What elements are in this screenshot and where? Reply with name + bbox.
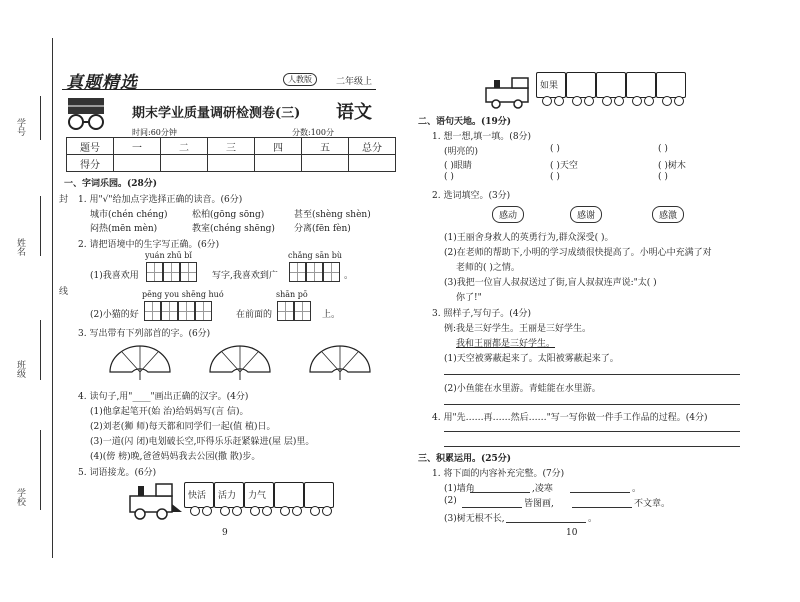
answer-line[interactable] <box>444 404 740 405</box>
class-blank[interactable] <box>40 320 41 380</box>
answer-line[interactable] <box>444 431 740 432</box>
wheel <box>232 506 242 516</box>
wheel <box>202 506 212 516</box>
train-car[interactable] <box>656 72 686 98</box>
score-row-label: 得分 <box>67 155 114 172</box>
r-s3-text: (2) <box>444 496 457 506</box>
r-q3-item: (2)小鱼能在水里游。青蛙能在水里游。 <box>444 384 601 394</box>
section-2-title: 二、语句天地。(19分) <box>418 117 512 127</box>
r-q1-title: 1. 想一想,填一填。(8分) <box>432 132 532 142</box>
score-cell: 总分 <box>349 138 396 155</box>
train-car[interactable] <box>626 72 656 98</box>
score-input-cell[interactable] <box>114 155 161 172</box>
r-q3-title: 3. 照样子,写句子。(4分) <box>432 309 532 319</box>
r-s3-text: 。 <box>632 484 642 494</box>
wheel <box>292 506 302 516</box>
student-id-blank[interactable] <box>40 96 41 140</box>
r-s3-q1-title: 1. 将下面的内容补充完整。(7分) <box>432 469 565 479</box>
answer-line[interactable] <box>506 522 586 523</box>
r-s3-text: 皆图画, <box>524 499 554 509</box>
score-cell: 题号 <box>67 138 114 155</box>
page-number-right: 10 <box>566 528 578 538</box>
handwriting-box[interactable] <box>323 262 340 282</box>
r-q3-example-answer: 我和王丽都是三好学生。 <box>456 339 556 349</box>
score-cell: 五 <box>302 138 349 155</box>
r-q2-title: 2. 选词填空。(3分) <box>432 191 511 201</box>
wheel <box>644 96 654 106</box>
q2-text: (2)小猫的好 <box>90 310 139 320</box>
name-label: 姓名 <box>15 238 25 256</box>
train-car[interactable] <box>274 482 304 508</box>
train-car[interactable] <box>304 482 334 508</box>
q2-text: 写字,我喜欢到广 <box>212 271 278 281</box>
name-blank[interactable] <box>40 196 41 256</box>
chain-word: 力气 <box>248 491 267 501</box>
exam-title: 期末学业质量调研检测卷(三) <box>132 106 301 121</box>
school-label: 学校 <box>15 488 25 506</box>
fill-cell[interactable]: ( )天空 <box>550 161 578 171</box>
train-engine-icon-top <box>482 74 542 110</box>
handwriting-box[interactable] <box>277 301 294 321</box>
wheel <box>280 506 290 516</box>
q1-item[interactable]: 城市(chén chéng) <box>90 210 168 220</box>
r-s3-text: ,凌寒 <box>532 484 553 494</box>
handwriting-box[interactable] <box>195 301 212 321</box>
seal-char-1: 封 <box>57 194 67 203</box>
handwriting-box[interactable] <box>144 301 161 321</box>
section-1-title: 一、字词乐园。(28分) <box>64 179 158 189</box>
handwriting-box[interactable] <box>146 262 163 282</box>
word-choice: 感激 <box>652 206 684 223</box>
score-cell: 四 <box>255 138 302 155</box>
q4-item[interactable]: (2)刘老(狮 师)每天都和同学们一起(值 植)日。 <box>90 422 276 432</box>
student-id-label: 学号 <box>15 118 25 136</box>
score-input-cell[interactable] <box>255 155 302 172</box>
q2-text: 上。 <box>322 310 341 320</box>
r-q2-item: 你了!" <box>456 293 482 303</box>
fan-icon <box>110 346 170 380</box>
wheel <box>262 506 272 516</box>
r-s3-text: (1)墙角 <box>444 484 475 494</box>
wheel <box>250 506 260 516</box>
seal-char-2: 线 <box>57 286 67 295</box>
r-q2-item[interactable]: 老师的( )之情。 <box>456 263 520 273</box>
score-cell: 三 <box>208 138 255 155</box>
fill-cell[interactable]: ( ) <box>550 172 560 182</box>
page-number-left: 9 <box>222 528 228 538</box>
score-table <box>66 137 396 172</box>
word-choice: 感动 <box>492 206 524 223</box>
handwriting-box[interactable] <box>294 301 311 321</box>
wheel <box>674 96 684 106</box>
score-input-cell[interactable] <box>161 155 208 172</box>
wheel <box>614 96 624 106</box>
q2-text: (1)我喜欢用 <box>90 271 139 281</box>
q1-item[interactable]: 松柏(gōng sōng) <box>192 210 265 220</box>
score-cell: 一 <box>114 138 161 155</box>
score-cell: 二 <box>161 138 208 155</box>
wheel <box>602 96 612 106</box>
handwriting-box[interactable] <box>161 301 178 321</box>
class-label: 班级 <box>15 360 25 378</box>
wheel <box>584 96 594 106</box>
answer-line[interactable] <box>444 374 740 375</box>
edition-badge: 人教版 <box>283 73 317 86</box>
school-blank[interactable] <box>40 430 41 510</box>
wheel <box>572 96 582 106</box>
q1-title: 1. 用"√"给加点字选择正确的读音。(6分) <box>78 195 243 205</box>
wheel <box>542 96 552 106</box>
r-s3-text: (3)树无根不长, <box>444 514 505 524</box>
score-input-cell[interactable] <box>208 155 255 172</box>
q4-title: 4. 读句子,用"____"画出正确的汉字。(4分) <box>78 392 249 402</box>
binding-line <box>52 38 53 558</box>
answer-line[interactable] <box>470 492 530 493</box>
fan-icon <box>310 346 370 380</box>
handwriting-box[interactable] <box>180 262 197 282</box>
chain-word: 快活 <box>188 491 207 501</box>
score-input-cell[interactable] <box>349 155 396 172</box>
q2-pinyin: yuán zhū bǐ <box>145 251 192 260</box>
r-q2-item[interactable]: (3)我把一位盲人叔叔送过了街,盲人叔叔连声说:"太( ) <box>444 278 657 288</box>
subject-title: 语文 <box>336 102 372 123</box>
header-rule <box>62 89 376 90</box>
q1-item[interactable]: 教室(chéng shēng) <box>192 224 275 234</box>
q2-pinyin: shān pō <box>276 290 308 299</box>
time-limit: 时间:60分钟 <box>132 128 177 137</box>
fill-cell[interactable]: ( ) <box>550 144 560 154</box>
handwriting-box[interactable] <box>163 262 180 282</box>
fill-cell[interactable]: ( )树木 <box>658 161 686 171</box>
fill-cell[interactable]: ( ) <box>658 144 668 154</box>
q4-item[interactable]: (1)他拿起笔开(始 治)给妈妈写(言 信)。 <box>90 407 249 417</box>
q1-item[interactable]: 甚至(shèng shèn) <box>294 210 371 220</box>
grade-label: 二年级上 <box>336 77 373 87</box>
total-score: 分数:100分 <box>292 128 334 137</box>
chain-word: 活力 <box>218 491 237 501</box>
fan-icon <box>210 346 270 380</box>
r-s3-text: 不文章。 <box>634 499 671 509</box>
chain-word: 如果 <box>540 81 559 91</box>
q1-item[interactable]: 闷热(mēn mèn) <box>90 224 158 234</box>
answer-line[interactable] <box>572 507 632 508</box>
q4-item[interactable]: (3)一道(闪 闭)电划破长空,吓得乐乐赶紧躲进(屋 层)里。 <box>90 437 315 447</box>
fill-cell[interactable]: ( ) <box>444 172 454 182</box>
wheel <box>662 96 672 106</box>
fill-cell[interactable]: (明亮的) <box>444 147 479 157</box>
wheel <box>632 96 642 106</box>
score-input-cell[interactable] <box>302 155 349 172</box>
q4-item[interactable]: (4)(傍 榜)晚,爸爸妈妈我去公园(撒 散)步。 <box>90 452 261 462</box>
handwriting-box[interactable] <box>289 262 306 282</box>
answer-line[interactable] <box>444 446 740 447</box>
radical-fans <box>100 342 380 382</box>
q2-pinyin: pēng you shēng huó <box>142 290 224 299</box>
handwriting-box[interactable] <box>306 262 323 282</box>
wheel <box>220 506 230 516</box>
score-table-header-row <box>67 138 396 155</box>
r-q4-title: 4. 用"先……再……然后……"写一写你做一件手工作品的过程。(4分) <box>432 413 708 423</box>
wheel <box>554 96 564 106</box>
section-3-title: 三、积累运用。(25分) <box>418 454 512 464</box>
score-table-score-row <box>67 155 396 172</box>
r-s3-text: 。 <box>588 514 598 524</box>
q2-text: 在前面的 <box>236 310 273 320</box>
r-q2-item: (2)在老师的帮助下,小明的学习成绩很快提高了。小明心中充满了对 <box>444 248 712 258</box>
train-car[interactable] <box>566 72 596 98</box>
answer-line[interactable] <box>570 492 630 493</box>
train-engine-icon <box>126 478 186 520</box>
handwriting-box[interactable] <box>178 301 195 321</box>
fill-cell[interactable]: ( )眼睛 <box>444 161 472 171</box>
q2-text: 。 <box>344 271 354 281</box>
wheel <box>190 506 200 516</box>
r-q3-item: (1)天空被雾蔽起来了。太阳被雾蔽起来了。 <box>444 354 619 364</box>
word-choice: 感谢 <box>570 206 602 223</box>
r-q3-example: 例:我是三好学生。王丽是三好学生。 <box>444 324 592 334</box>
answer-line[interactable] <box>462 507 522 508</box>
q1-item[interactable]: 分离(fēn fèn) <box>294 224 351 234</box>
q2-pinyin: chǎng sān bù <box>288 251 343 260</box>
wheel <box>322 506 332 516</box>
q3-title: 3. 写出带有下列部首的字。(6分) <box>78 329 211 339</box>
r-q2-item[interactable]: (1)王丽舍身救人的英勇行为,群众深受( )。 <box>444 233 614 243</box>
glasses-logo <box>64 96 108 132</box>
wheel <box>310 506 320 516</box>
q5-title: 5. 词语接龙。(6分) <box>78 468 157 478</box>
q2-title: 2. 请把语境中的生字写正确。(6分) <box>78 240 220 250</box>
train-car[interactable] <box>596 72 626 98</box>
fill-cell[interactable]: ( ) <box>658 172 668 182</box>
brand-title: 真题精选 <box>66 73 138 93</box>
